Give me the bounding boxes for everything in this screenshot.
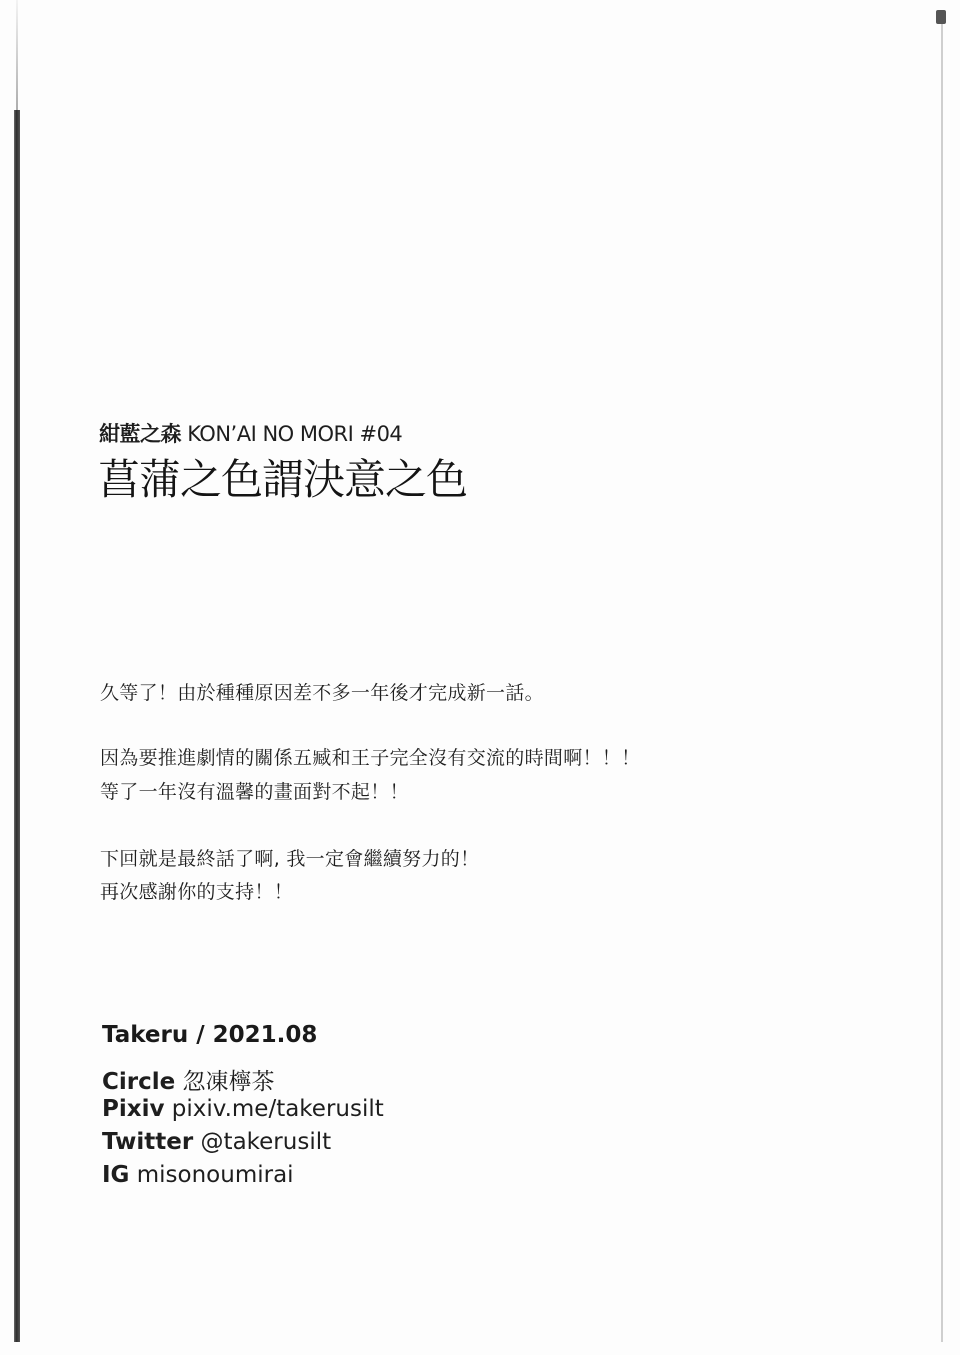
page-binding-edge <box>14 110 20 1342</box>
body-paragraph-2-line-1: 因為要推進劇情的關係五臧和王子完全沒有交流的時間啊！！！ <box>100 747 641 769</box>
credit-circle-value: 忽凍檸茶 <box>182 1069 275 1095</box>
credit-pixiv-value: pixiv.me/takerusilt <box>171 1096 384 1122</box>
credit-circle-label: Circle <box>102 1069 176 1095</box>
scan-corner-mark <box>936 10 946 24</box>
credit-pixiv <box>102 1096 384 1122</box>
series-heading <box>99 418 402 448</box>
series-title-cjk: 紺藍之森 <box>99 422 181 446</box>
body-paragraph-2-line-2: 等了一年沒有溫馨的畫面對不起！！ <box>100 781 409 803</box>
credit-circle <box>102 1063 275 1096</box>
body-paragraph-3-line-2: 再次感謝你的支持！！ <box>100 881 294 903</box>
credit-twitter-label: Twitter <box>102 1129 194 1155</box>
page-right-edge <box>941 12 943 1342</box>
credit-ig-value: misonoumirai <box>136 1162 294 1188</box>
credit-twitter-value: @takerusilt <box>200 1129 332 1155</box>
credit-twitter <box>102 1129 331 1155</box>
credit-ig-label: IG <box>102 1162 130 1188</box>
series-title-latin: KON’AI NO MORI #04 <box>187 422 403 446</box>
page-left-shadow-top <box>16 0 18 110</box>
chapter-title: 菖蒲之色謂決意之色 <box>98 455 468 504</box>
body-paragraph-1-line-1: 久等了！由於種種原因差不多一年後才完成新一話。 <box>100 682 544 704</box>
body-paragraph-3-line-1: 下回就是最終話了啊, 我一定會繼續努力的！ <box>100 848 480 870</box>
credit-pixiv-label: Pixiv <box>102 1096 165 1122</box>
author-date: Takeru / 2021.08 <box>102 1022 318 1048</box>
credit-ig <box>102 1162 294 1188</box>
